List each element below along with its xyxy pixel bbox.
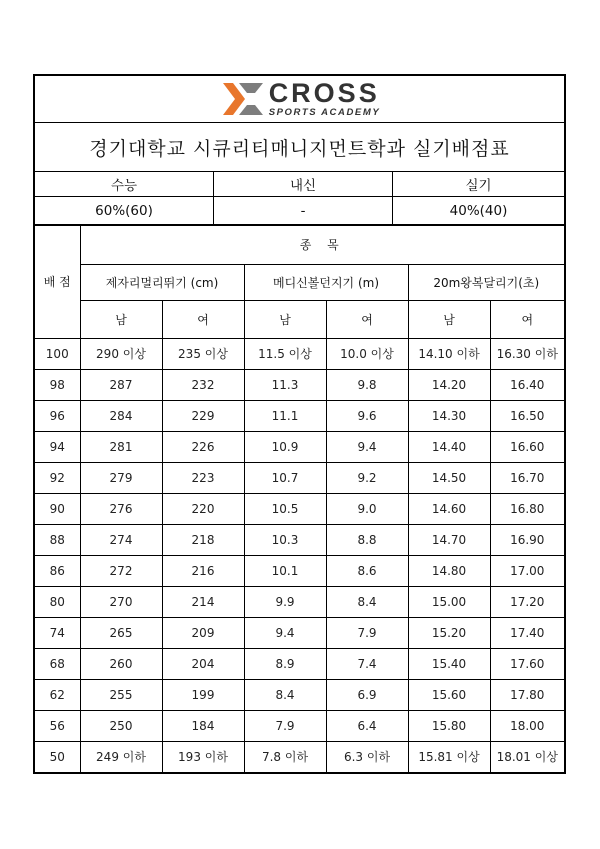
value-cell: 272	[80, 555, 162, 586]
gender-female: 여	[326, 300, 408, 338]
value-cell: 10.7	[244, 462, 326, 493]
table-row	[35, 524, 564, 555]
score-cell: 68	[35, 648, 80, 679]
value-cell: 14.10 이하	[408, 338, 490, 369]
value-cell: 10.0 이상	[326, 338, 408, 369]
ratio-value-row	[35, 197, 564, 226]
value-cell: 14.30	[408, 400, 490, 431]
value-cell: 7.4	[326, 648, 408, 679]
ratio-header-row	[35, 172, 564, 197]
value-cell: 184	[162, 710, 244, 741]
value-cell: 255	[80, 679, 162, 710]
score-cell: 94	[35, 431, 80, 462]
events-label: 종 목	[80, 226, 564, 264]
value-cell: 15.00	[408, 586, 490, 617]
value-cell: 16.60	[490, 431, 564, 462]
value-cell: 10.3	[244, 524, 326, 555]
value-cell: 17.00	[490, 555, 564, 586]
cross-x-icon	[219, 81, 265, 117]
value-cell: 8.4	[326, 586, 408, 617]
value-cell: 204	[162, 648, 244, 679]
score-cell: 100	[35, 338, 80, 369]
value-cell: 235 이상	[162, 338, 244, 369]
table-row	[35, 555, 564, 586]
gender-male: 남	[408, 300, 490, 338]
value-cell: 8.6	[326, 555, 408, 586]
value-cell: 15.20	[408, 617, 490, 648]
logo-bar	[35, 76, 564, 123]
page-title: 경기대학교 시큐리티매니지먼트학과 실기배점표	[35, 123, 564, 172]
value-cell: 9.4	[326, 431, 408, 462]
value-cell: 15.40	[408, 648, 490, 679]
value-cell: 6.4	[326, 710, 408, 741]
score-cell: 62	[35, 679, 80, 710]
value-cell: 9.8	[326, 369, 408, 400]
value-cell: 10.1	[244, 555, 326, 586]
value-cell: 15.80	[408, 710, 490, 741]
value-cell: 9.4	[244, 617, 326, 648]
score-cell: 90	[35, 493, 80, 524]
value-cell: 216	[162, 555, 244, 586]
value-cell: 218	[162, 524, 244, 555]
score-sheet	[33, 74, 566, 774]
value-cell: 229	[162, 400, 244, 431]
ratio-header-silgi: 실기	[465, 178, 492, 194]
logo-wordmark: CROSS	[268, 78, 380, 109]
value-cell: 11.1	[244, 400, 326, 431]
value-cell: 8.4	[244, 679, 326, 710]
value-cell: 15.81 이상	[408, 741, 490, 772]
value-cell: 18.01 이상	[490, 741, 564, 772]
value-cell: 17.40	[490, 617, 564, 648]
value-cell: 14.20	[408, 369, 490, 400]
value-cell: 232	[162, 369, 244, 400]
table-row	[35, 338, 564, 369]
value-cell: 199	[162, 679, 244, 710]
value-cell: 6.3 이하	[326, 741, 408, 772]
value-cell: 14.40	[408, 431, 490, 462]
value-cell: 17.60	[490, 648, 564, 679]
gender-male: 남	[244, 300, 326, 338]
value-cell: 16.50	[490, 400, 564, 431]
event-medicine-ball: 메디신볼던지기 (m)	[244, 264, 408, 300]
value-cell: 9.2	[326, 462, 408, 493]
table-row	[35, 679, 564, 710]
value-cell: 16.40	[490, 369, 564, 400]
value-cell: 276	[80, 493, 162, 524]
cross-logo	[219, 80, 381, 118]
value-cell: 270	[80, 586, 162, 617]
table-row	[35, 400, 564, 431]
score-cell: 96	[35, 400, 80, 431]
value-cell: 8.9	[244, 648, 326, 679]
value-cell: 15.60	[408, 679, 490, 710]
value-cell: 281	[80, 431, 162, 462]
table-row	[35, 617, 564, 648]
value-cell: 279	[80, 462, 162, 493]
value-cell: 209	[162, 617, 244, 648]
score-cell: 50	[35, 741, 80, 772]
value-cell: 265	[80, 617, 162, 648]
table-row	[35, 369, 564, 400]
value-cell: 8.8	[326, 524, 408, 555]
score-cell: 86	[35, 555, 80, 586]
table-row	[35, 431, 564, 462]
value-cell: 14.60	[408, 493, 490, 524]
value-cell: 7.8 이하	[244, 741, 326, 772]
value-cell: 11.5 이상	[244, 338, 326, 369]
value-cell: 9.0	[326, 493, 408, 524]
score-cell: 98	[35, 369, 80, 400]
table-row	[35, 741, 564, 772]
value-cell: 220	[162, 493, 244, 524]
value-cell: 16.90	[490, 524, 564, 555]
value-cell: 7.9	[244, 710, 326, 741]
score-cell: 80	[35, 586, 80, 617]
value-cell: 17.20	[490, 586, 564, 617]
value-cell: 214	[162, 586, 244, 617]
value-cell: 10.5	[244, 493, 326, 524]
value-cell: 287	[80, 369, 162, 400]
score-cell: 56	[35, 710, 80, 741]
value-cell: 226	[162, 431, 244, 462]
value-cell: 249 이하	[80, 741, 162, 772]
ratio-value-silgi: 40%(40)	[449, 202, 508, 219]
value-cell: 16.70	[490, 462, 564, 493]
ratio-header-naesin: 내신	[214, 172, 393, 196]
ratio-value-suneung: 60%(60)	[35, 197, 214, 224]
value-cell: 9.9	[244, 586, 326, 617]
value-cell: 16.30 이하	[490, 338, 564, 369]
value-cell: 274	[80, 524, 162, 555]
table-row	[35, 586, 564, 617]
event-shuttle-run: 20m왕복달리기(초)	[408, 264, 564, 300]
value-cell: 9.6	[326, 400, 408, 431]
table-row	[35, 710, 564, 741]
score-cell: 92	[35, 462, 80, 493]
table-row	[35, 493, 564, 524]
value-cell: 284	[80, 400, 162, 431]
value-cell: 250	[80, 710, 162, 741]
score-table	[35, 226, 564, 772]
table-row	[35, 462, 564, 493]
gender-row	[35, 300, 564, 338]
value-cell: 17.80	[490, 679, 564, 710]
value-cell: 193 이하	[162, 741, 244, 772]
table-row	[35, 648, 564, 679]
value-cell: 290 이상	[80, 338, 162, 369]
ratio-value-naesin: -	[214, 197, 393, 224]
value-cell: 18.00	[490, 710, 564, 741]
value-cell: 6.9	[326, 679, 408, 710]
value-cell: 260	[80, 648, 162, 679]
value-cell: 7.9	[326, 617, 408, 648]
gender-male: 남	[80, 300, 162, 338]
logo-tagline: SPORTS ACADEMY	[268, 107, 381, 119]
gender-female: 여	[490, 300, 564, 338]
score-cell: 74	[35, 617, 80, 648]
value-cell: 14.70	[408, 524, 490, 555]
ratio-header-suneung: 수능	[35, 172, 214, 196]
event-standing-jump: 제자리멀리뛰기 (cm)	[80, 264, 244, 300]
score-label: 배 점	[35, 226, 80, 338]
value-cell: 14.80	[408, 555, 490, 586]
value-cell: 10.9	[244, 431, 326, 462]
value-cell: 223	[162, 462, 244, 493]
gender-female: 여	[162, 300, 244, 338]
value-cell: 14.50	[408, 462, 490, 493]
value-cell: 16.80	[490, 493, 564, 524]
score-cell: 88	[35, 524, 80, 555]
value-cell: 11.3	[244, 369, 326, 400]
